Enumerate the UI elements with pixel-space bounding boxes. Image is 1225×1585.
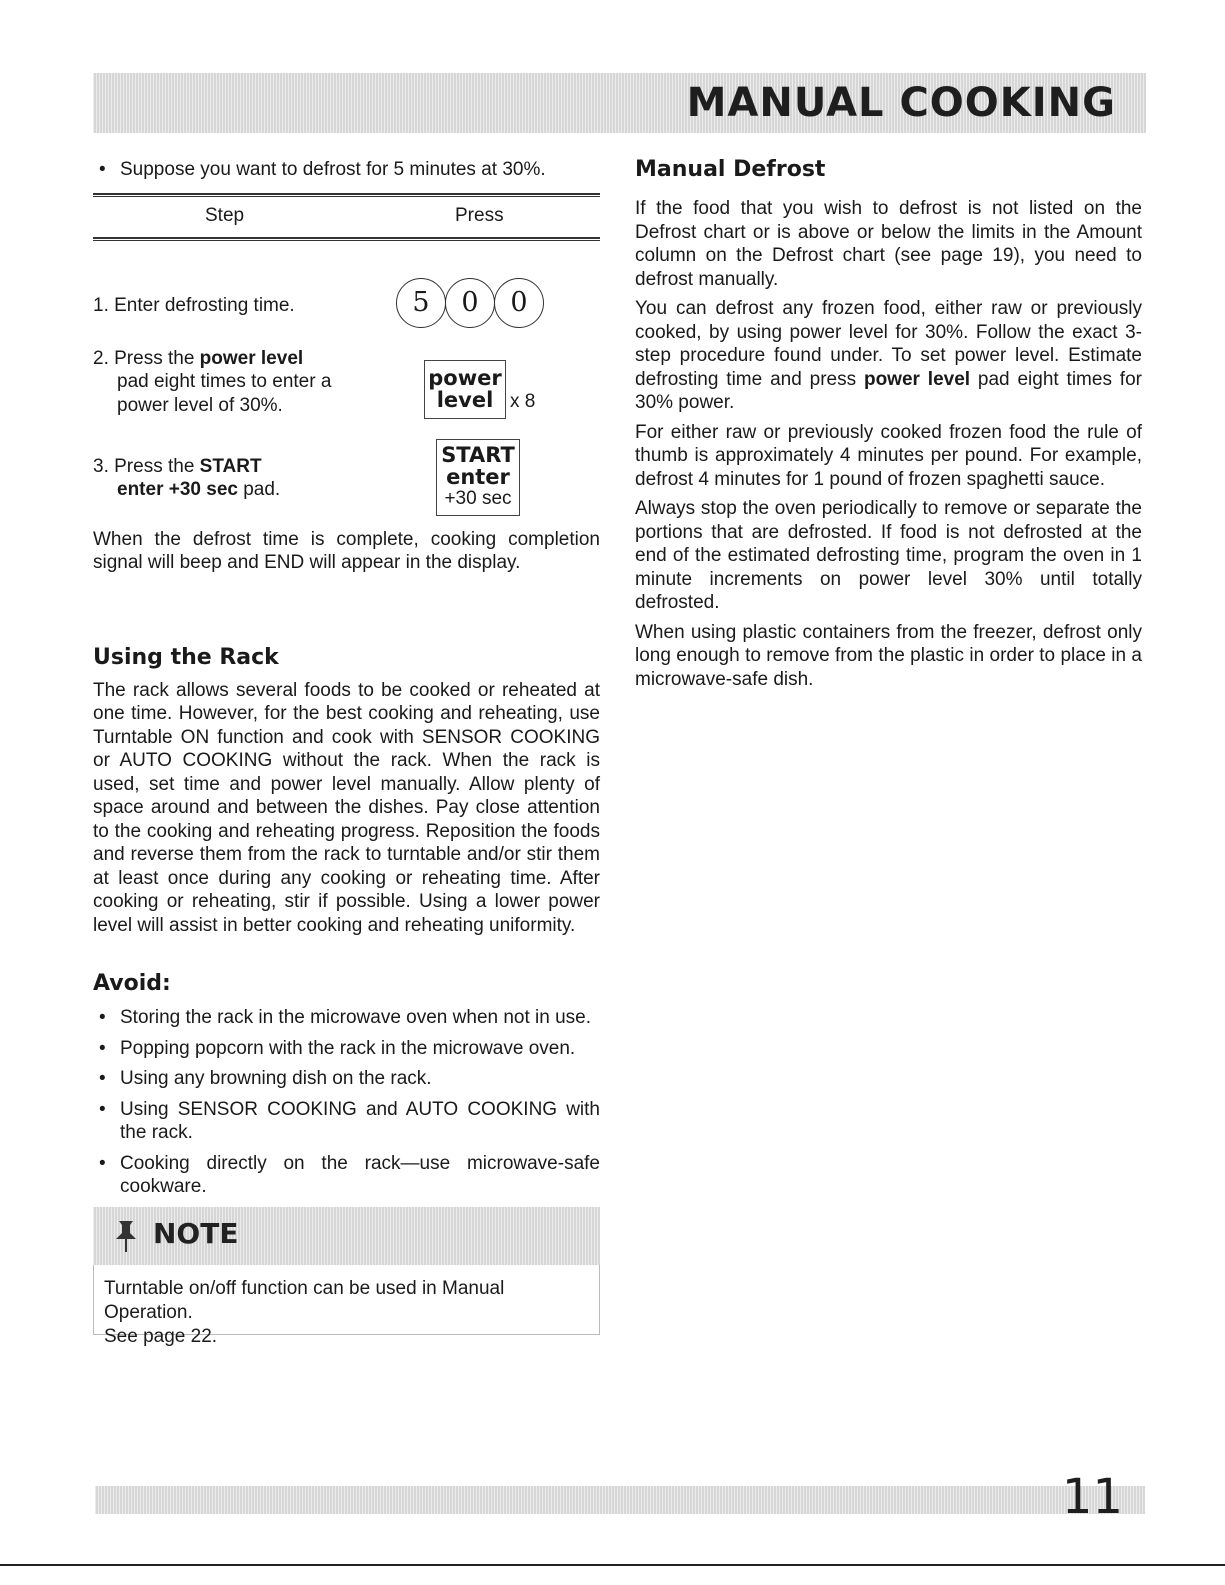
start-key-icon: START enter +30 sec	[436, 439, 520, 516]
power-level-key-icon: power level	[424, 360, 506, 419]
key-0-icon: 0	[445, 278, 495, 328]
note-header	[93, 1207, 600, 1265]
step-2-prefix: 2. Press the	[93, 347, 200, 369]
step-3	[93, 455, 280, 502]
defrost-paragraph-4: Always stop the oven periodically to remove or separate the portions that are defrosted. If food is not defrosted at the end of the estimated defrosting time, program the oven in 1 minute increments on power level 30% until totally defrosted.	[635, 498, 1142, 613]
manual-defrost-heading: Manual Defrost	[635, 157, 826, 182]
table-top-rule	[93, 193, 600, 197]
note-line-2: See page 22.	[104, 1325, 218, 1347]
rack-heading: Using the Rack	[93, 644, 279, 670]
key-5-icon: 5	[396, 278, 446, 328]
pushpin-icon	[113, 1219, 139, 1253]
defrost-bold-power-level: power level	[863, 368, 971, 390]
defrost-paragraph-5: When using plastic containers from the freezer, defrost only long enough to remove from the plastic in order to place in a microwave-safe dish.	[635, 621, 1142, 690]
step-3-bold-enter: enter +30 sec	[117, 479, 238, 500]
defrost-paragraph-3: For either raw or previously cooked frozen food the rule of thumb is approximately 4 minutes per pound. For example, defrost 4 minutes for 1 pound of frozen spaghetti sauce.	[635, 421, 1142, 490]
avoid-item: • Using any browning dish on the rack.	[93, 1067, 600, 1091]
step-2-rest: pad eight times to enter a power level of 30%.	[117, 371, 332, 416]
header-band	[93, 73, 1146, 133]
avoid-heading: Avoid:	[93, 971, 171, 996]
note-box	[93, 1207, 600, 1347]
step-1-text: 1. Enter defrosting time.	[93, 294, 295, 316]
page-title: MANUAL COOKING	[686, 80, 1116, 126]
footer-band	[95, 1469, 1145, 1525]
step-3-suffix: pad.	[237, 479, 281, 500]
defrost-paragraph-1: If the food that you wish to defrost is not listed on the Defrost chart or is above or below the limits in the Amount column on the Defrost chart (see page 19), you need to defrost manually.	[635, 198, 1142, 290]
avoid-list	[93, 1006, 600, 1199]
completion-text: When the defrost time is complete, cooking completion signal will beep and END will appear in the display.	[93, 528, 600, 573]
step-2-bold: power level	[199, 347, 304, 369]
rack-paragraph: The rack allows several foods to be cooked or reheated at one time. However, for the best cooking and reheating, use Turntable ON function and cook with SENSOR COOKING or AUTO COOKING without the rack. When the rack is used, set time and power level manually. Allow plenty of space around and between the dishes. Pay close attention to the cooking and reheating progress. Reposition the foods and reverse them from the rack to turntable and/or stir them at least once during any cooking or reheating time. After cooking or reheating, stir if possible. Using a lower power level will assist in better cooking and reheating uniformity.	[93, 679, 600, 936]
avoid-item: • Cooking directly on the rack—use microwave-safe cookware.	[93, 1152, 600, 1199]
right-column	[635, 150, 1142, 691]
avoid-item: • Popping popcorn with the rack in the microwave oven.	[93, 1037, 600, 1061]
page-number: 11	[1061, 1469, 1123, 1525]
multiplier-label: x 8	[510, 390, 536, 412]
note-body	[93, 1265, 600, 1347]
defrost-paragraph-2: You can defrost any frozen food, either raw or previously cooked, by using power level for 30%. Follow the exact 3-step procedure found under. To set power level. Estimate defrosting time and press power level pad eight times for 30% power.	[635, 298, 1142, 413]
note-title: NOTE	[153, 1216, 239, 1250]
table-header-rule	[93, 237, 600, 241]
avoid-item: • Using SENSOR COOKING and AUTO COOKING with the rack.	[93, 1098, 600, 1145]
step-3-prefix: 3. Press the	[93, 455, 200, 477]
intro-bullet-list	[93, 158, 600, 182]
step-2	[93, 347, 383, 418]
left-column	[93, 150, 600, 1347]
note-line-1: Turntable on/off function can be used in Manual Operation.	[104, 1277, 505, 1323]
bottom-rule	[0, 1564, 1225, 1566]
steps-table	[93, 193, 600, 509]
step-1	[93, 294, 295, 318]
avoid-item: • Storing the rack in the microwave oven when not in use.	[93, 1006, 600, 1030]
key-0-icon: 0	[494, 278, 544, 328]
step-3-bold-start: START	[199, 455, 262, 477]
intro-bullet: • Suppose you want to defrost for 5 minutes at 30%.	[93, 158, 600, 182]
column-header-press: Press	[455, 204, 504, 226]
column-header-step: Step	[205, 204, 245, 226]
